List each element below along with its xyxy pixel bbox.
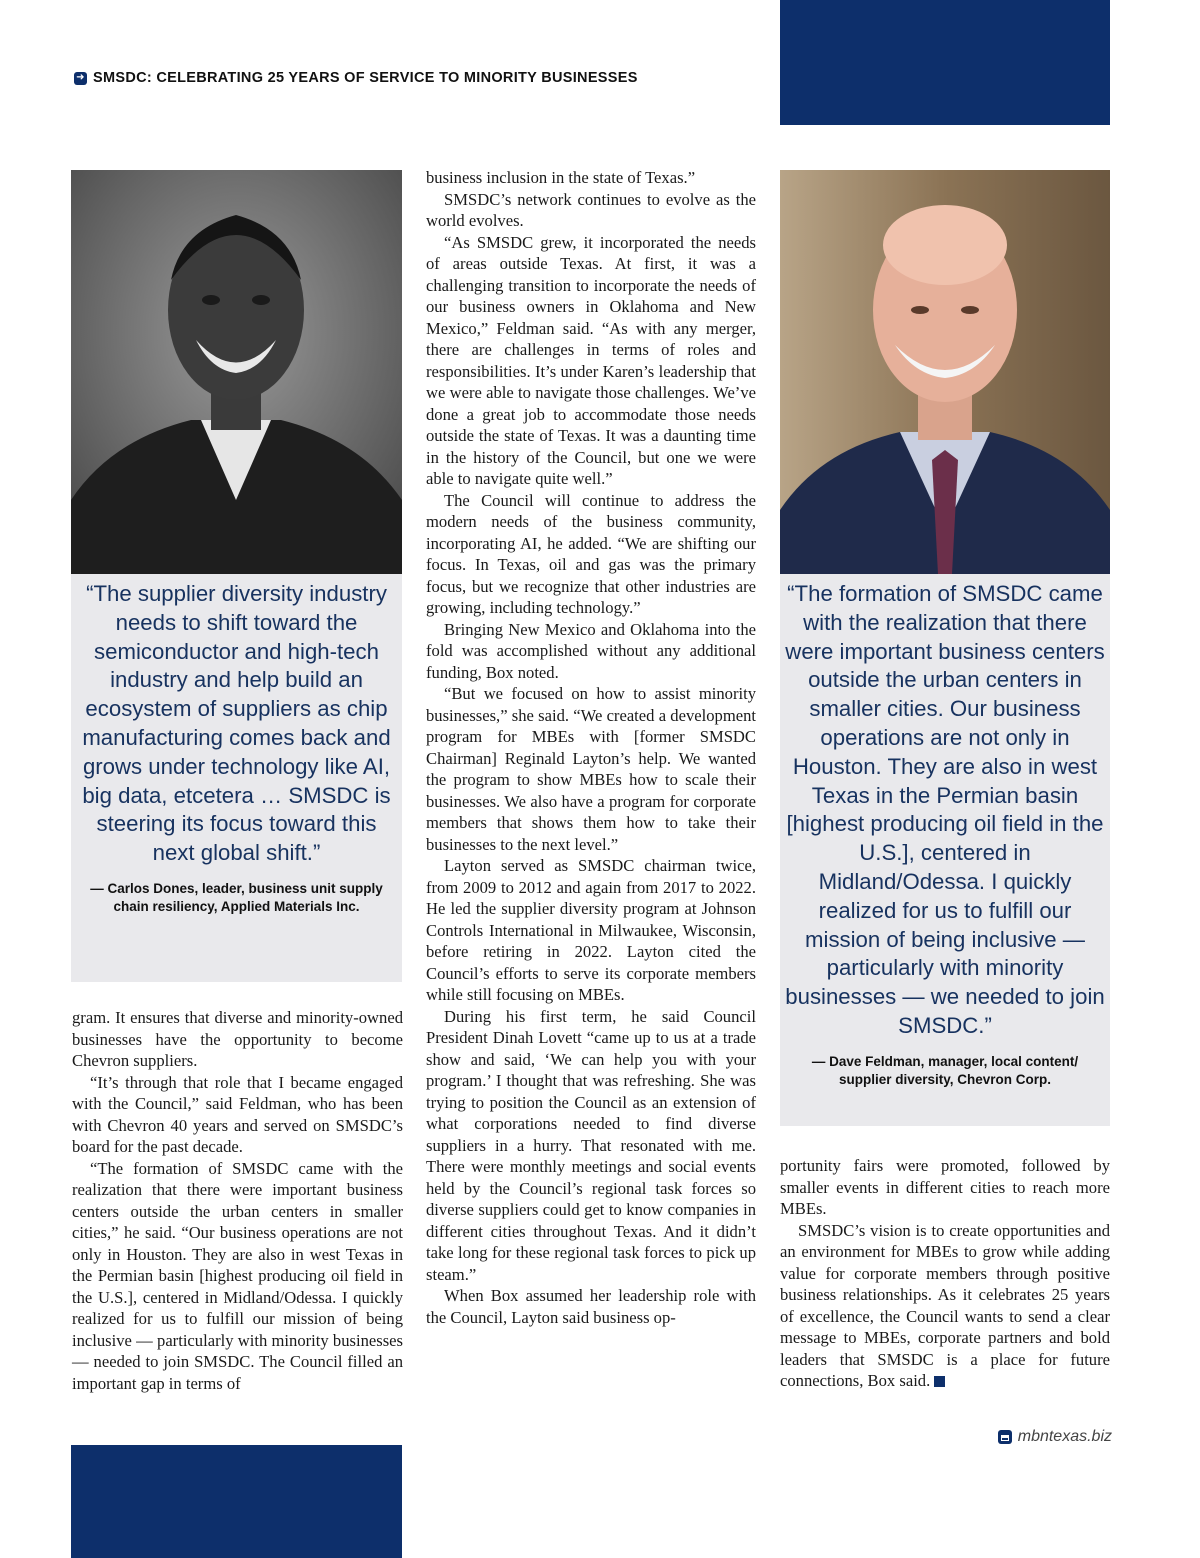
portrait-image: [71, 170, 402, 574]
bottom-accent-block: [71, 1445, 402, 1558]
paragraph: gram. It ensures that diverse and minority-owned businesses have the opportunity to become Chevron suppliers.: [72, 1008, 403, 1070]
quote-text: “The supplier diversity industry needs to shift toward the semiconductor and high-tech industry and help build an ecosystem of suppliers as chip manufacturing comes back and grows under technology like AI, big data, etcetera … SMSDC is steering its focus toward this next global shift.”: [82, 581, 391, 866]
paragraph: “As SMSDC grew, it incorporated the needs of areas outside Texas. At first, it was a challenging transition to incorporate the needs of our business owners in Oklahoma and New Mexico,” Feldman said. “As with any merger, there are challenges in terms of roles and responsibilities. It’s under Karen’s leadership that we were able to navigate those challenges. We’ve done a great job to accommodate those needs outside the state of Texas. It was a daunting time in the history of the Council, but one we were able to navigate quite well.”: [426, 232, 756, 488]
paragraph: SMSDC’s network continues to evolve as the world evolves.: [426, 189, 756, 230]
footer-site: [998, 1428, 1112, 1446]
top-accent-block: [780, 0, 1110, 125]
paragraph-final: [780, 1220, 1110, 1392]
article-column-middle: [426, 167, 756, 1328]
paragraph: During his first term, he said Council President Dinah Lovett “came up to us at a trade show and said, ‘We can help you with your program.’ I thought that was refreshing. She was trying to position the Council as an extension of what corporations needed to find diverse suppliers in a hurry. That resonated with me. There were monthly meetings and social events held by the Council’s regional task forces so diverse suppliers could get to know companies in different cities throughout Texas. And it didn’t take long for these regional task forces to pick up steam.”: [426, 1006, 756, 1284]
pull-quote-right: [780, 574, 1110, 1126]
arrow-right-icon: ➜: [74, 72, 87, 85]
photo-dave-feldman: [780, 170, 1110, 574]
quote-attribution: — Carlos Dones, leader, business unit supply chain resiliency, Applied Materials Inc.: [90, 880, 383, 914]
section-title: SMSDC: CELEBRATING 25 YEARS OF SERVICE TO MINORITY BUSINESSES: [93, 70, 638, 86]
article-column-left: [72, 1007, 403, 1394]
paragraph: SMSDC’s vision is to create opportunities and an environment for MBEs to grow while adding value for corporate members through positive business relationships. As it celebrates 25 years of excellence, the Council wants to send a clear message to MBEs, corporate partners and bold leaders that SMSDC is a place for future connections, Box said.: [780, 1220, 1110, 1390]
article-column-right: [780, 1155, 1110, 1392]
paragraph: portunity fairs were promoted, followed by smaller events in different cities to reach more MBEs.: [780, 1156, 1110, 1218]
paragraph: “It’s through that role that I became engaged with the Council,” said Feldman, who has been with Chevron 40 years and served on SMSDC’s board for the past decade.: [72, 1072, 403, 1156]
paragraph: Layton served as SMSDC chairman twice, from 2009 to 2012 and again from 2017 to 2022. He led the supplier diversity program at Johnson Controls International in Milwaukee, Wisconsin, before retiring in 2022. Layton cited the Council’s efforts to serve its corporate members while still focusing on MBEs.: [426, 856, 756, 1004]
section-header: [74, 70, 638, 86]
photo-carlos-dones: [71, 170, 402, 574]
paragraph: Bringing New Mexico and Oklahoma into the fold was accomplished without any additional funding, Box noted.: [426, 619, 756, 682]
paragraph: business inclusion in the state of Texas.”: [426, 168, 696, 187]
end-mark-icon: [934, 1376, 945, 1387]
paragraph: “But we focused on how to assist minority businesses,” she said. “We created a development program for MBEs with [former SMSDC Chairman] Reginald Layton’s help. We wanted the program to show MBEs how to scale their businesses. We also have a program for corporate members that shows them how to take their businesses to the next level.”: [426, 684, 756, 854]
building-icon: [998, 1430, 1012, 1444]
pull-quote-left: [71, 574, 402, 982]
quote-attribution: — Dave Feldman, manager, local content/ supplier diversity, Chevron Corp.: [811, 1053, 1079, 1087]
site-url[interactable]: mbntexas.biz: [1017, 1428, 1112, 1445]
paragraph: When Box assumed her leadership role with the Council, Layton said business op-: [426, 1286, 756, 1327]
paragraph: The Council will continue to address the modern needs of the business community, incorporating AI, he added. “We are shifting our focus. In Texas, oil and gas was the primary focus, but we recognize that other industries are growing, including technology.”: [426, 490, 756, 617]
quote-text: “The formation of SMSDC came with the realization that there were important business centers outside the urban centers in smaller cities. Our business operations are not only in Houston. They are also in west Texas in the Permian basin [highest producing oil field in the U.S.], centered in Midland/Odessa. I quickly realized for us to fulfill our mission of being inclusive — particularly with minority businesses — we needed to join SMSDC.”: [785, 581, 1105, 1038]
portrait-image: [780, 170, 1110, 574]
paragraph: “The formation of SMSDC came with the realization that there were important business centers outside the urban centers in smaller cities,” he said. “Our business operations are not only in Houston. They are also in west Texas in the Permian basin [highest producing oil field in the U.S.], centered in Midland/Odessa. I quickly realized for us to fulfill our mission of being inclusive — particularly with minority businesses — needed to join SMSDC. The Council filled an important gap in terms of: [72, 1158, 403, 1393]
